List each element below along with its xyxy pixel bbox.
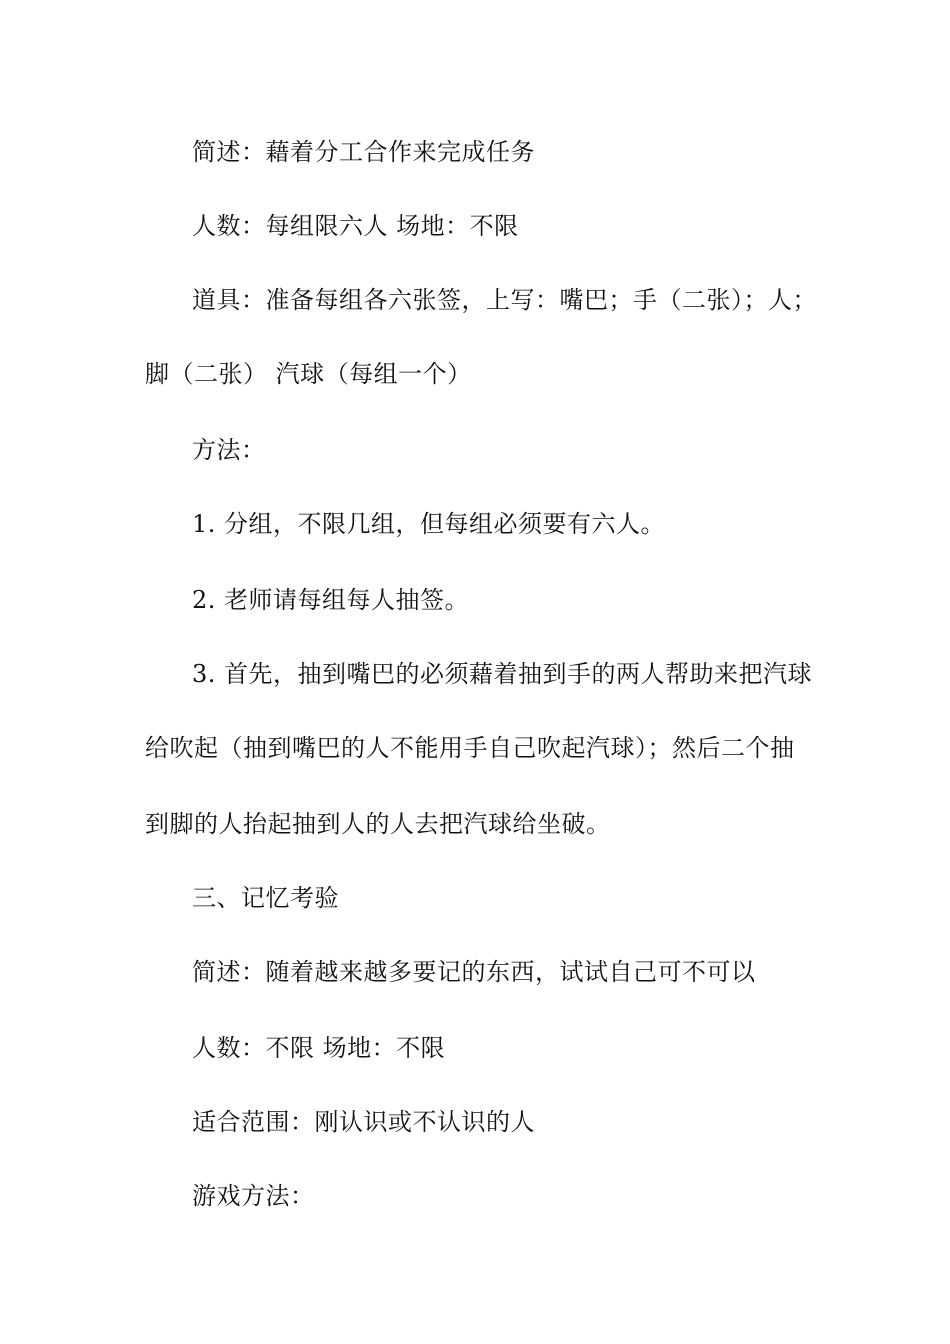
method-step-3-continued-2: 到脚的人抬起抽到人的人去把汽球给坐破。 — [145, 810, 611, 838]
summary-line: 简述：藉着分工合作来完成任务 — [192, 138, 535, 166]
summary-line-2: 简述：随着越来越多要记的东西，试试自己可不可以 — [192, 958, 756, 986]
participants-venue-line-2: 人数：不限 场地：不限 — [192, 1034, 446, 1062]
method-step-1: 1. 分组，不限几组，但每组必须要有六人。 — [192, 510, 666, 538]
props-line: 道具：准备每组各六张签，上写：嘴巴；手（二张）；人； — [192, 286, 817, 314]
method-step-3-continued-1: 给吹起（抽到嘴巴的人不能用手自己吹起汽球）；然后二个抽 — [145, 734, 795, 762]
suitable-scope-line: 适合范围：刚认识或不认识的人 — [192, 1108, 535, 1136]
participants-venue-line: 人数：每组限六人 场地：不限 — [192, 212, 519, 240]
method-step-2: 2. 老师请每组每人抽签。 — [192, 586, 470, 614]
method-heading: 方法： — [192, 436, 266, 464]
game-method-heading: 游戏方法： — [192, 1182, 315, 1210]
props-line-continued: 脚（二张） 汽球（每组一个） — [145, 360, 472, 388]
section-heading-memory-test: 三、记忆考验 — [192, 884, 339, 912]
method-step-3: 3. 首先，抽到嘴巴的必须藉着抽到手的两人帮助来把汽球 — [192, 660, 813, 688]
